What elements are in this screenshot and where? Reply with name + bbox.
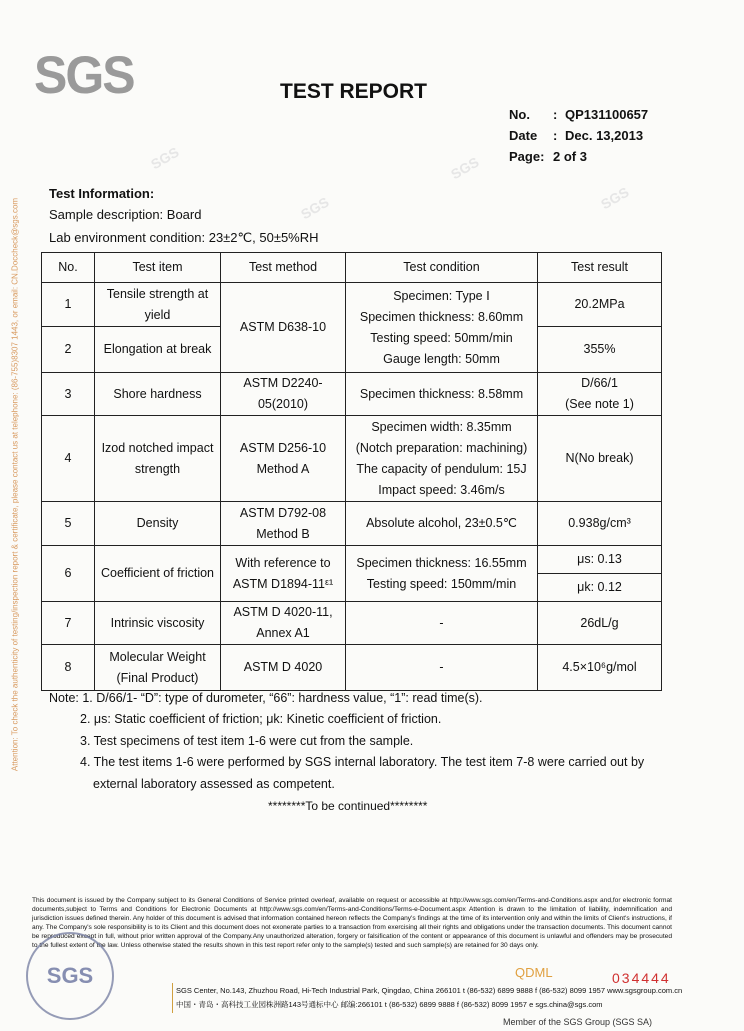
header-result: Test result: [538, 253, 662, 283]
report-date: Date : Dec. 13,2013: [509, 128, 644, 143]
cell-item: Izod notched impact strength: [95, 416, 221, 502]
condition-line: Specimen width: 8.35mm: [371, 419, 512, 434]
condition-line: Impact speed: 3.46m/s: [378, 482, 505, 497]
note-2: 2. μs: Static coefficient of friction; μk: Kinetic coefficient of friction.: [80, 712, 442, 726]
cell-result-static-friction: μs: 0.13: [538, 546, 662, 574]
cell-condition: Absolute alcohol, 23±0.5℃: [346, 502, 538, 546]
cell-no: 6: [42, 546, 95, 602]
address-chinese: 中国・青岛・高科技工业园株洲路143号通标中心 邮编:266101 t (86-532) 6899 9888 f (86-532) 8099 1957 e sgs.china@sgs.com: [176, 1000, 603, 1009]
lab-environment: Lab environment condition: 23±2℃, 50±5%RH: [49, 230, 319, 245]
cell-method: ASTM D 4020-11, Annex A1: [221, 602, 346, 645]
cell-result: 355%: [538, 327, 662, 373]
header-method: Test method: [221, 253, 346, 283]
table-row: [42, 645, 662, 691]
cell-item: Tensile strength at yield: [95, 283, 221, 327]
note-1: Note: 1. D/66/1- “D”: type of durometer, “66”: hardness value, “1”: read time(s).: [49, 691, 483, 705]
sgs-logo: SGS: [34, 45, 134, 105]
cell-item: Molecular Weight (Final Product): [95, 645, 221, 691]
cell-item: Shore hardness: [95, 373, 221, 416]
cell-method: ASTM D 4020: [221, 645, 346, 691]
result-note: (See note 1): [565, 397, 634, 411]
cell-result-kinetic-friction: μk: 0.12: [538, 574, 662, 602]
condition-line: Testing speed: 150mm/min: [366, 576, 517, 591]
cell-item: Density: [95, 502, 221, 546]
cell-method: ASTM D638-10: [221, 283, 346, 373]
results-table: [41, 252, 662, 691]
table-row: [42, 416, 662, 502]
cell-result: 26dL/g: [538, 602, 662, 645]
test-report-page: SGS SGS SGS SGS SGS TEST REPORT No. : QP131100657 Date : Dec. 13,2013 Page: 2 of 3 Attention: To check the authenticity of testing/inspection report & certificate, please contact us at telephone: (86-755)8307 1443, or email: CN.Doccheck@sgs.com Test Information: Sample description: Board Lab environment condition: 23±2℃, 50±5%RH No. Test item Test method Test condition Test result 1 Tensile strength at yield ASTM D638-10 Specimen: Type Ⅰ Specimen thickness: 8.60mm Testing speed: 50mm/min Gauge length: 50mm 20.2MPa 2 Elongation at break 355% 3 Shore hardness ASTM D2240-05(2010) Specimen thickness: 8.58mm D/66/1 (See note 1) 4 Izod notched impact strength ASTM D256-10 Method A Specimen width: 8.35mm (Notch preparation: machining) The capacity of pendulum: 15J Impact speed: 3.46m/s N(No break) 5 Density ASTM D792-08 Method B Absolute alcohol, 23±0.5℃ 0.938g/cm³ 6 Coefficient of friction With reference to ASTM D1894-11ᵋ¹ Specimen thickness: 16.55mm Testing speed: 150mm/min μs: 0.13 μk: 0.12 7 Intrinsic viscosity ASTM D 4020-11, Annex A1 - 26dL/g 8 Molecular Weight (Final Product) ASTM D 4020 - 4.5×10⁶g/mol Note: 1. D/66/1- “D”: type of durometer, “66”: hardness value, “1”: read time(s). 2. μs: Static coefficient of friction; μk: Kinetic coefficient of friction. 3. Test specimens of test item 1-6 were cut from the sample. 4. The test items 1-6 were performed by SGS internal laboratory. The test item 7-8 were carried out by external laboratory assessed as competent. ********To be continued******** This document is issued by the Company subject to its General Conditions of Service printed overleaf, available on request or accessible at http://www.sgs.com/en/Terms-and-Conditions.aspx and,for electronic format documents,subject to Terms and Conditions for Electronic Documents at http://www.sgs.com/en/Terms-and-Conditions/Terms-e-Document.aspx Attention is drawn to the limitation of liability, indemnification and jurisdiction issues defined therein. Any holder of this document is advised that information contained hereon reflects the Company's findings at the time of its intervention only and within the limits of Client's instructions, if any. The Company's sole responsibility is to its Client and this document does not exonerate parties to a transaction from exercising all their rights and obligations under the transaction documents. This document cannot be reproduced except in full, without prior written approval of the Company.Any unauthorized alteration, forgery or falsification of the content or appearance of this document is unlawful and offenders may be prosecuted to the fullest extent of the law. Unless otherwise stated the results shown in this test report refer only to the sample(s) tested and such sample(s) are retained for 30 days only. SGS QDML 034444 SGS Center, No.143, Zhuzhou Road, Hi-Tech Industrial Park, Qingdao, China 266101 t (86-532) 6899 9888 f (86-532) 8099 1957 www.sgsgroup.com.cn 中国・青岛・高科技工业园株洲路143号通标中心 邮编:266101 t (86-532) 6899 9888 f (86-532) 8099 1957 e sgs.china@sgs.com Member of the SGS Group (SGS SA): [0, 0, 744, 1031]
cell-no: 7: [42, 602, 95, 645]
cell-no: 5: [42, 502, 95, 546]
result-value: D/66/1: [581, 376, 618, 390]
member-line: Member of the SGS Group (SGS SA): [503, 1017, 653, 1027]
condition-line: Specimen: Type Ⅰ: [393, 288, 490, 303]
report-number: No. : QP131100657: [509, 107, 649, 122]
cell-no: 8: [42, 645, 95, 691]
cell-method: ASTM D256-10 Method A: [221, 416, 346, 502]
cell-condition: [346, 283, 538, 373]
cell-result: 4.5×10⁶g/mol: [538, 645, 662, 691]
cell-result: N(No break): [538, 416, 662, 502]
cell-method: ASTM D792-08 Method B: [221, 502, 346, 546]
serial-number: 034444: [612, 970, 671, 986]
condition-line: (Notch preparation: machining): [355, 440, 528, 455]
cell-condition: -: [346, 602, 538, 645]
cell-result: 20.2MPa: [538, 283, 662, 327]
cell-item: Coefficient of friction: [95, 546, 221, 602]
condition-line: Gauge length: 50mm: [383, 351, 500, 366]
table-row: [42, 546, 662, 574]
table-row: [42, 602, 662, 645]
address-divider: [172, 983, 173, 1013]
cell-condition: -: [346, 645, 538, 691]
cell-method: With reference to ASTM D1894-11ᵋ¹: [221, 546, 346, 602]
sgs-stamp: SGS: [26, 932, 114, 1020]
cell-result: [538, 373, 662, 416]
report-title: TEST REPORT: [280, 80, 428, 103]
cell-no: 1: [42, 283, 95, 327]
page-number: Page: 2 of 3: [509, 149, 587, 164]
header-condition: Test condition: [346, 253, 538, 283]
cell-no: 2: [42, 327, 95, 373]
header-item: Test item: [95, 253, 221, 283]
cell-condition: [346, 416, 538, 502]
to-be-continued: ********To be continued********: [268, 799, 428, 813]
cell-method: ASTM D2240-05(2010): [221, 373, 346, 416]
sample-description: Sample description: Board: [49, 207, 202, 222]
cell-item: Intrinsic viscosity: [95, 602, 221, 645]
note-4: 4. The test items 1-6 were performed by SGS internal laboratory. The test item 7-8 were carried out by: [80, 755, 645, 769]
terms-fine-print: This document is issued by the Company subject to its General Conditions of Service printed overleaf, available on request or accessible at http://www.sgs.com/en/Terms-and-Conditions.aspx and,for electronic format documents,subject to Terms and Conditions for Electronic Documents at http://www.sgs.com/en/Terms-and-Conditions/Terms-e-Document.aspx Attention is drawn to the limitation of liability, indemnification and jurisdiction issues defined therein. Any holder of this document is advised that information contained hereon reflects the Company's findings at the time of its intervention only and within the limits of Client's instructions, if any. The Company's sole responsibility is to its Client and this document does not exonerate parties to a transaction from exercising all their rights and obligations under the transaction documents. This document cannot be reproduced except in full, without prior written approval of the Company.Any unauthorized alteration, forgery or falsification of the content or appearance of this document is unlawful and offenders may be prosecuted to the fullest extent of the law. Unless otherwise stated the results shown in this test report refer only to the sample(s) tested and such sample(s) are retained for 30 days only.: [32, 897, 672, 949]
cell-condition: Specimen thickness: 8.58mm: [346, 373, 538, 416]
table-header-row: [42, 253, 662, 283]
condition-line: Specimen thickness: 8.60mm: [359, 309, 524, 324]
cell-item: Elongation at break: [95, 327, 221, 373]
info-heading: Test Information:: [49, 186, 155, 201]
cell-result: 0.938g/cm³: [538, 502, 662, 546]
condition-line: Testing speed: 50mm/min: [370, 330, 513, 345]
cell-no: 3: [42, 373, 95, 416]
header-no: No.: [42, 253, 95, 283]
note-3: 3. Test specimens of test item 1-6 were cut from the sample.: [80, 734, 414, 748]
qdml-label: QDML: [515, 965, 553, 980]
table-row: [42, 373, 662, 416]
cell-condition: [346, 546, 538, 602]
table-row: [42, 502, 662, 546]
condition-line: The capacity of pendulum: 15J: [356, 461, 527, 476]
note-4-cont: external laboratory assessed as competent.: [93, 777, 335, 791]
condition-line: Specimen thickness: 16.55mm: [356, 555, 527, 570]
authenticity-side-note: Attention: To check the authenticity of testing/inspection report & certificate, please contact us at telephone: (86-755)8307 1443, or email: CN.Doccheck@sgs.com: [10, 197, 20, 772]
table-row: [42, 283, 662, 327]
cell-no: 4: [42, 416, 95, 502]
address-english: SGS Center, No.143, Zhuzhou Road, Hi-Tech Industrial Park, Qingdao, China 266101 t (86-532) 6899 9888 f (86-532) 8099 1957 www.sgsgroup.com.cn: [176, 986, 683, 995]
